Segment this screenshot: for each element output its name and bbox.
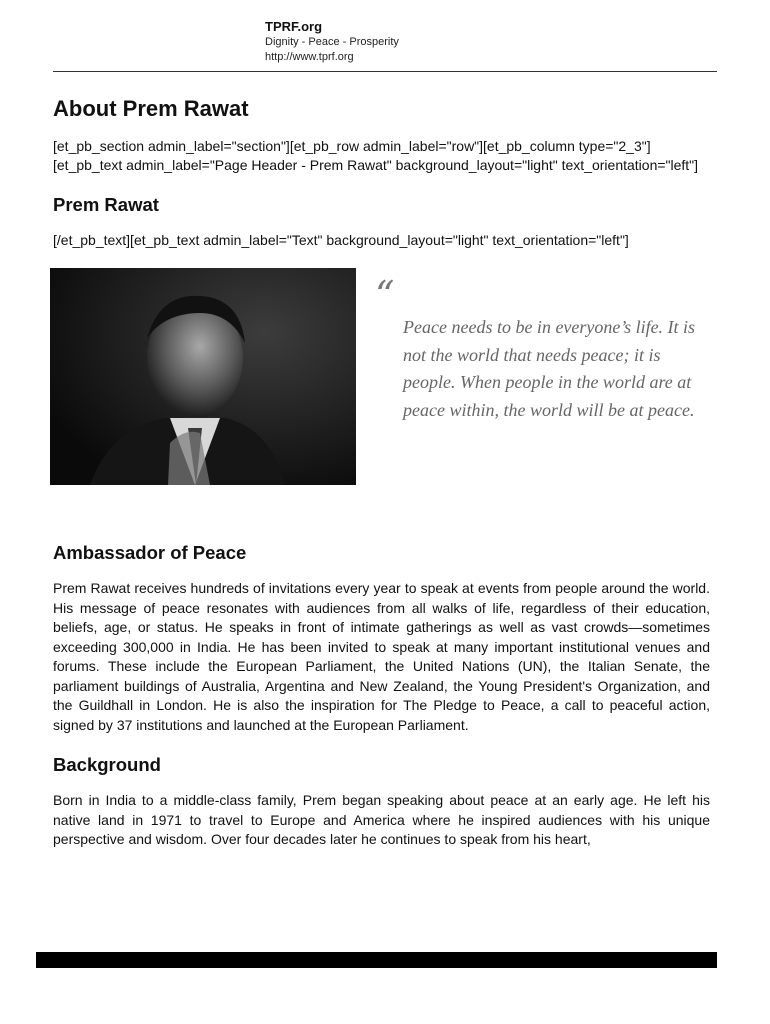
quote-box <box>375 273 715 424</box>
shortcode-mid-text: [/et_pb_text][et_pb_text admin_label="Text" background_layout="light" text_orientation="left"] <box>53 232 629 248</box>
portrait-photo <box>50 268 356 485</box>
section-text-ambassador: Prem Rawat receives hundreds of invitations every year to speak at events from people around the world. His message of peace resonates with audiences from all walks of life, regardless of their education, beliefs, age, or status. He speaks in front of intimate gatherings as well as vast crowds—sometimes exceeding 300,000 in India. He has been invited to speak at many important institutional venues and forums. These include the European Parliament, the United Nations (UN), the Italian Senate, the parliament buildings of Australia, Argentina and New Zealand, the Young President's Organization, and the Guildhall in London. He is also the inspiration for The Pledge to Peace, a call to peaceful action, signed by 37 institutions and launched at the European Parliament. <box>53 580 710 733</box>
pull-quote: Peace needs to be in everyone’s life. It is not the world that needs peace; it is people. When people in the world are at peace within, the world will be at peace. <box>403 317 696 420</box>
site-url-link[interactable]: http://www.tprf.org <box>265 51 354 63</box>
header-divider <box>53 71 717 72</box>
page-subtitle: Prem Rawat <box>53 194 159 215</box>
portrait-quote-figure <box>50 268 710 493</box>
site-name: TPRF.org <box>265 19 323 34</box>
site-tagline: Dignity - Peace - Prosperity <box>265 36 399 48</box>
shortcode-open-text: [et_pb_section admin_label="section"][et_pb_row admin_label="row"][et_pb_column type="2_3"][et_pb_text admin_label="Page Header - Prem Rawat" background_layout="light" text_orientation="left"] <box>53 138 699 173</box>
quote-mark-icon: “ <box>375 273 395 317</box>
page-title: About Prem Rawat <box>53 96 249 121</box>
footer-bar <box>36 952 717 968</box>
section-heading-background: Background <box>53 754 161 775</box>
main-content <box>53 95 710 868</box>
section-heading-ambassador: Ambassador of Peace <box>53 542 247 563</box>
site-header <box>265 19 720 65</box>
portrait-illustration <box>50 268 356 485</box>
section-text-background: Born in India to a middle-class family, Prem began speaking about peace at an early age. He left his native land in 1971 to travel to Europe and America where he inspired audiences with his unique perspective and wisdom. Over four decades later he continues to speak from his heart, <box>53 792 710 847</box>
